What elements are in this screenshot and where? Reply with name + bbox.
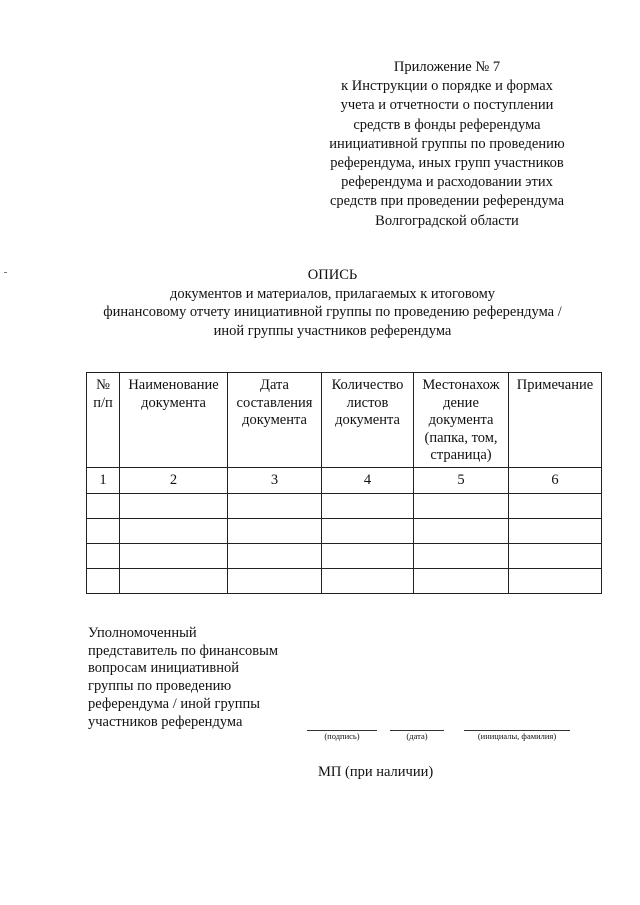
document-title xyxy=(60,266,605,340)
date-label: (дата) xyxy=(406,731,428,741)
column-number: 2 xyxy=(120,468,228,494)
signatory-line: участников референдума xyxy=(88,713,243,730)
header-note: Примечание xyxy=(509,373,602,468)
margin-mark xyxy=(4,272,7,273)
table-cell xyxy=(228,519,322,544)
header-document-name: Наименование документа xyxy=(120,373,228,468)
appendix-line: референдума и расходовании этих xyxy=(341,174,553,191)
table-cell xyxy=(414,569,509,594)
table-cell xyxy=(87,519,120,544)
table-cell xyxy=(414,519,509,544)
table-cell xyxy=(414,544,509,569)
stamp-placeholder: МП (при наличии) xyxy=(318,764,434,780)
table-cell xyxy=(414,494,509,519)
appendix-line: учета и отчетности о поступлении xyxy=(340,97,554,114)
signatory-line: вопросам инициативной xyxy=(88,660,240,677)
appendix-line: средств при проведении референдума xyxy=(329,193,565,210)
table-header-row xyxy=(87,373,602,468)
header-sheet-count: Количество листов документа xyxy=(322,373,414,468)
table-cell xyxy=(228,494,322,519)
title-line: иной группы участников референдума xyxy=(213,322,452,339)
appendix-line: Приложение № 7 xyxy=(393,59,501,75)
table-cell xyxy=(509,569,602,594)
name-label: (инициалы, фамилия) xyxy=(477,731,557,741)
table-cell xyxy=(120,569,228,594)
column-number: 4 xyxy=(322,468,414,494)
appendix-header xyxy=(312,58,582,231)
header-location: Местонахож дение документа (папка, том, страница) xyxy=(414,373,509,468)
table-cell xyxy=(120,519,228,544)
table-cell xyxy=(87,569,120,594)
title-line: документов и материалов, прилагаемых к итоговому xyxy=(169,285,496,302)
appendix-line: инициативной группы по проведению xyxy=(329,135,565,152)
table-cell xyxy=(322,569,414,594)
title-heading: ОПИСЬ xyxy=(307,267,358,283)
appendix-line: Волгоградской области xyxy=(375,212,519,229)
header-number: № п/п xyxy=(87,373,120,468)
table-row xyxy=(87,569,602,594)
table-cell xyxy=(322,519,414,544)
table-cell xyxy=(509,519,602,544)
column-number: 1 xyxy=(87,468,120,494)
appendix-line: средств в фонды референдума xyxy=(353,116,541,133)
table-cell xyxy=(228,544,322,569)
appendix-line: к Инструкции о порядке и формах xyxy=(341,78,553,95)
column-number: 5 xyxy=(414,468,509,494)
table-row xyxy=(87,519,602,544)
column-number: 3 xyxy=(228,468,322,494)
inventory-table xyxy=(86,372,602,594)
signatory-line: группы по проведению xyxy=(88,678,232,695)
column-number: 6 xyxy=(509,468,602,494)
signatory-line: представитель по финансовым xyxy=(88,642,279,659)
title-line: финансовому отчету инициативной группы по проведению референдума / xyxy=(103,304,562,320)
table-row xyxy=(87,544,602,569)
signatory-line: Уполномоченный xyxy=(88,625,197,641)
table-cell xyxy=(120,544,228,569)
table-row xyxy=(87,494,602,519)
table-cell xyxy=(509,544,602,569)
signatory-block xyxy=(88,625,308,731)
table-cell xyxy=(322,494,414,519)
table-cell xyxy=(509,494,602,519)
table-cell xyxy=(228,569,322,594)
signatory-line: референдума / иной группы xyxy=(88,695,261,712)
signature-label: (подпись) xyxy=(324,731,360,741)
header-date: Дата составления документа xyxy=(228,373,322,468)
table-cell xyxy=(87,544,120,569)
table-cell xyxy=(120,494,228,519)
table-cell xyxy=(322,544,414,569)
appendix-line: референдума, иных групп участников xyxy=(330,155,564,172)
table-cell xyxy=(87,494,120,519)
column-number-row xyxy=(87,468,602,494)
